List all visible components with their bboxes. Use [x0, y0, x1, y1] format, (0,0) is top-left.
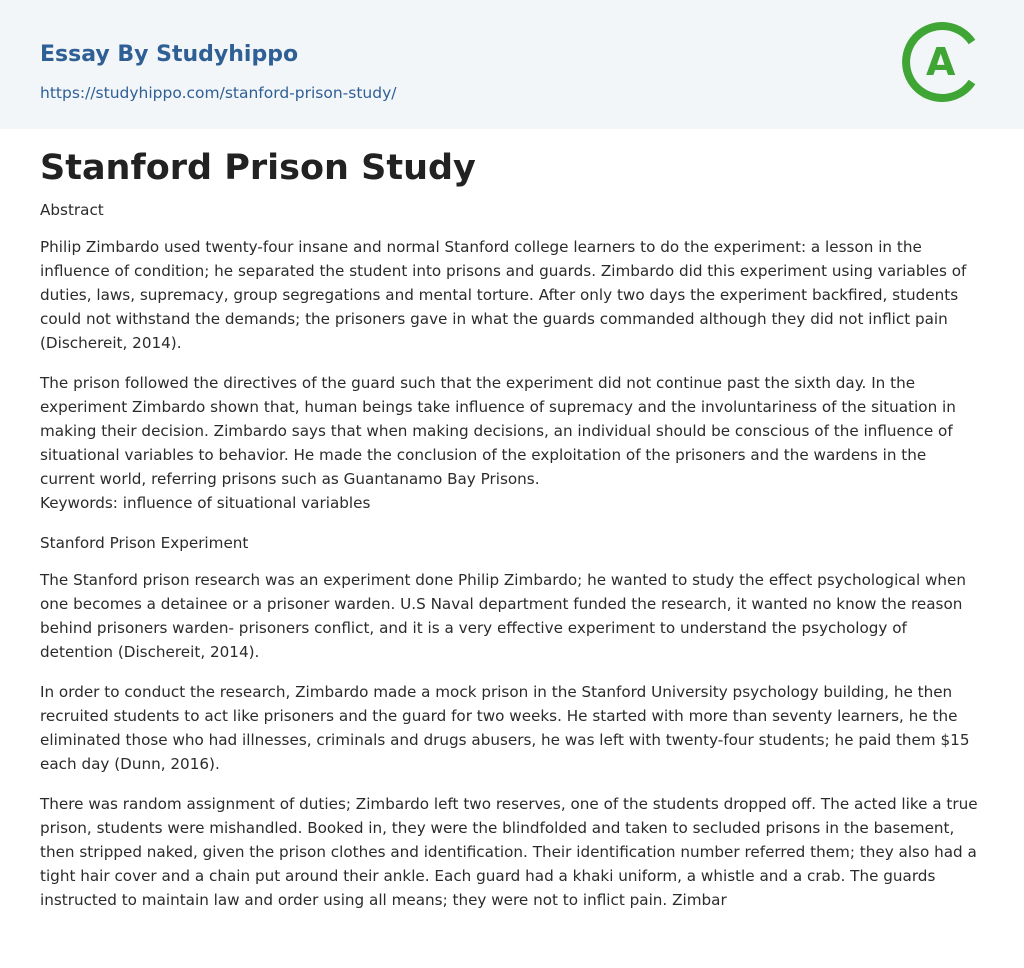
- section-heading: Stanford Prison Experiment: [40, 534, 249, 552]
- paragraph-5: There was random assignment of duties; Zimbardo left two reserves, one of the students dropped off. The acted like a true prison, students were mishandled. Booked in, they were the blindfolded and taken to secluded prisons in the basement, then stripped naked, given the prison clothes and identification. Their identification number referred them; they also had a tight hair cover and a chain put around their ankle. Each guard had a khaki uniform, a whistle and a crab. The guards instructed to maintain law and order using all means; they were not to inflict pain. Zimbar: [40, 795, 978, 909]
- paragraph-2: The prison followed the directives of the guard such that the experiment did not continue past the sixth day. In the experiment Zimbardo shown that, human beings take influence of supremacy and the involuntariness of the situation in making their decision. Zimbardo says that when making decisions, an individual should be conscious of the influence of situational variables to behavior. He made the conclusion of the exploitation of the prisoners and the wardens in the current world, referring prisons such as Guantanamo Bay Prisons.: [40, 374, 956, 488]
- paragraph-1: Philip Zimbardo used twenty-four insane and normal Stanford college learners to do the experiment: a lesson in the influence of condition; he separated the student into prisons and guards. Zimbardo did this experiment using variables of duties, laws, supremacy, group segregations and mental torture. After only two days the experiment backfired, students could not withstand the demands; the prisoners gave in what the guards commanded although they did not inflict pain (Dischereit, 2014).: [40, 238, 967, 352]
- brand-title[interactable]: Essay By Studyhippo: [40, 42, 299, 67]
- keywords-line: Keywords: influence of situational variables: [40, 494, 371, 512]
- abstract-heading: Abstract: [40, 201, 104, 219]
- article-body: [40, 198, 984, 928]
- paragraph-3: The Stanford prison research was an experiment done Philip Zimbardo; he wanted to study the effect psychological when one becomes a detainee or a prisoner warden. U.S Naval department funded the research, it wanted no know the reason behind prisoners warden- prisoners conflict, and it is a very effective experiment to understand the psychology of detention (Dischereit, 2014).: [40, 571, 967, 661]
- source-url-link[interactable]: https://studyhippo.com/stanford-prison-study/: [40, 84, 397, 102]
- studyhippo-logo-icon[interactable]: [900, 20, 984, 104]
- paragraph-4: In order to conduct the research, Zimbardo made a mock prison in the Stanford University psychology building, he then recruited students to act like prisoners and the guard for two weeks. He started with more than seventy learners, he the eliminated those who had illnesses, criminals and drugs abusers, he was left with twenty-four students; he paid them $15 each day (Dunn, 2016).: [40, 683, 970, 773]
- page-title: Stanford Prison Study: [40, 148, 476, 188]
- logo-letter: A: [926, 40, 956, 84]
